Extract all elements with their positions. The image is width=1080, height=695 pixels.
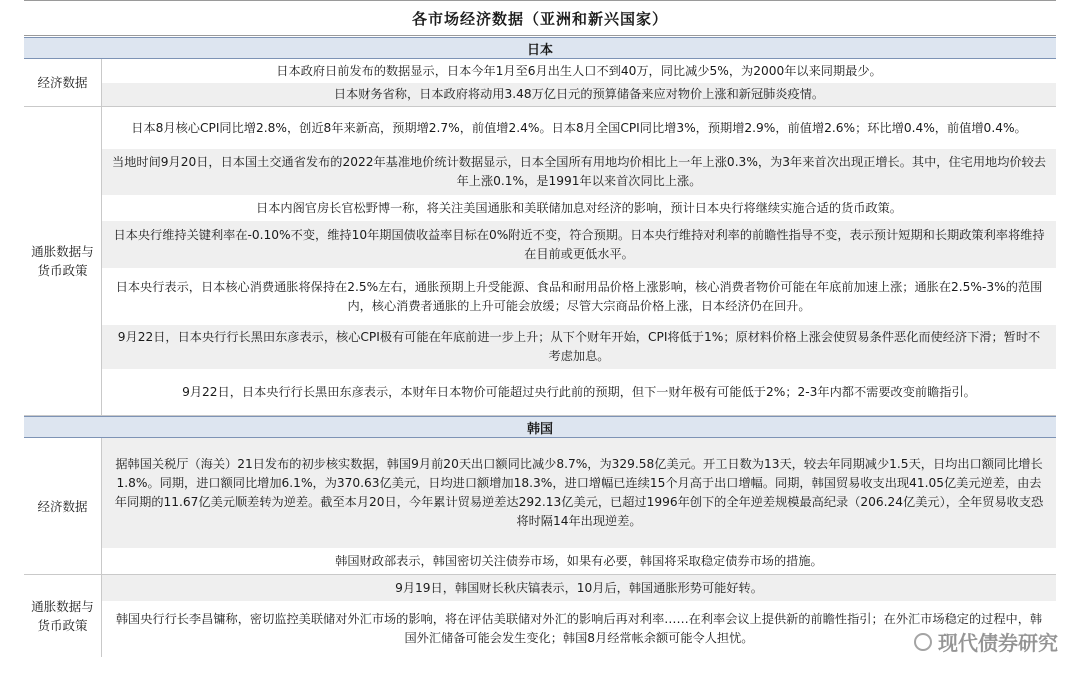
table-row: 日本央行维持关键利率在-0.10%不变，维持10年期国债收益率目标在0%附近不变，符合预期。日本央行维持对利率的前瞻性指导不变，表示预计短期和长期政策利率将维持在目前或更低水平。 bbox=[102, 221, 1056, 268]
table-row: 日本8月核心CPI同比增2.8%，创近8年来新高，预期增2.7%，前值增2.4%。日本8月全国CPI同比增3%，预期增2.9%，前值增2.6%；环比增0.4%，前值增0.4%。 bbox=[131, 120, 1027, 135]
row-label: 经济数据 bbox=[24, 59, 102, 106]
page-title: 各市场经济数据（亚洲和新兴国家） bbox=[24, 0, 1056, 36]
table-row: 日本内阁官房长官松野博一称，将关注美国通胀和美联储加息对经济的影响，预计日本央行将继续实施合适的货币政策。 bbox=[256, 200, 902, 215]
wechat-icon bbox=[914, 633, 932, 651]
data-table bbox=[24, 37, 1056, 657]
row-label: 通胀数据与货币政策 bbox=[24, 575, 102, 657]
section-header-korea: 韩国 bbox=[24, 416, 1056, 438]
table-row: 韩国央行行长李昌镛称，密切监控美联储对外汇市场的影响，将在评估美联储对外汇的影响后再对利率……在利率会议上提供新的前瞻性指引；在外汇市场稳定的过程中，韩国外汇储备可能会发生变化；韩国8月经常帐余额可能令人担忧。 bbox=[115, 612, 1043, 645]
row-label: 经济数据 bbox=[24, 438, 102, 574]
section-header-japan: 日本 bbox=[24, 37, 1056, 59]
watermark-text: 现代债券研究 bbox=[938, 631, 1058, 655]
table-row: 韩国财政部表示，韩国密切关注债券市场，如果有必要，韩国将采取稳定债券市场的措施。 bbox=[335, 553, 823, 568]
table-row: 日本央行表示，日本核心消费通胀将保持在2.5%左右，通胀预期上升受能源、食品和耐用品价格上涨影响，核心消费者物价可能在年底前加速上涨；通胀在2.5%-3%的范围内，核心消费者通胀的上升可能会放缓；尽管大宗商品价格上涨，日本经济仍在回升。 bbox=[115, 279, 1043, 313]
table-row: 9月22日，日本央行行长黑田东彦表示，核心CPI极有可能在年底前进一步上升；从下个财年开始，CPI将低于1%；原材料价格上涨会使贸易条件恶化而使经济下滑；暂时不考虑加息。 bbox=[102, 325, 1056, 369]
table-row: 日本财务省称，日本政府将动用3.48万亿日元的预算储备来应对物价上涨和新冠肺炎疫情。 bbox=[102, 83, 1056, 106]
korea-inflation-group bbox=[24, 575, 1056, 657]
table-row: 当地时间9月20日，日本国土交通省发布的2022年基准地价统计数据显示，日本全国所有用地均价相比上一年上涨0.3%，为3年来首次出现正增长。其中，住宅用地均价较去年上涨0.1%，是1991年以来首次同比上涨。 bbox=[102, 149, 1056, 195]
table-row: 日本政府日前发布的数据显示，日本今年1月至6月出生人口不到40万，同比减少5%，为2000年以来同期最少。 bbox=[276, 63, 882, 78]
table-row: 据韩国关税厅（海关）21日发布的初步核实数据，韩国9月前20天出口额同比减少8.7%，为329.58亿美元。开工日数为13天，较去年同期减少1.5天，日均出口额同比增长1.8%。同期，进口额同比增加6.1%，为370.63亿美元，日均进口额增加18.3%，进口增幅已连续15个月高于出口增幅。同期，韩国贸易收支出现41.05亿美元逆差，由去年同期的11.67亿美元顺差转为逆差。截至本月20日，今年累计贸易逆差达292.13亿美元，已超过1996年创下的全年逆差规模最高纪录（206.24亿美元），全年贸易收支恐将时隔14年出现逆差。 bbox=[102, 438, 1056, 548]
watermark bbox=[914, 627, 1058, 656]
table-row: 9月22日，日本央行行长黑田东彦表示，本财年日本物价可能超过央行此前的预期，但下一财年极有可能低于2%；2-3年内都不需要改变前瞻指引。 bbox=[182, 384, 976, 399]
japan-inflation-group bbox=[24, 107, 1056, 416]
korea-economic-group bbox=[24, 438, 1056, 575]
japan-economic-group bbox=[24, 59, 1056, 107]
row-label: 通胀数据与货币政策 bbox=[24, 107, 102, 415]
table-row: 9月19日，韩国财长秋庆镐表示，10月后，韩国通胀形势可能好转。 bbox=[102, 575, 1056, 601]
